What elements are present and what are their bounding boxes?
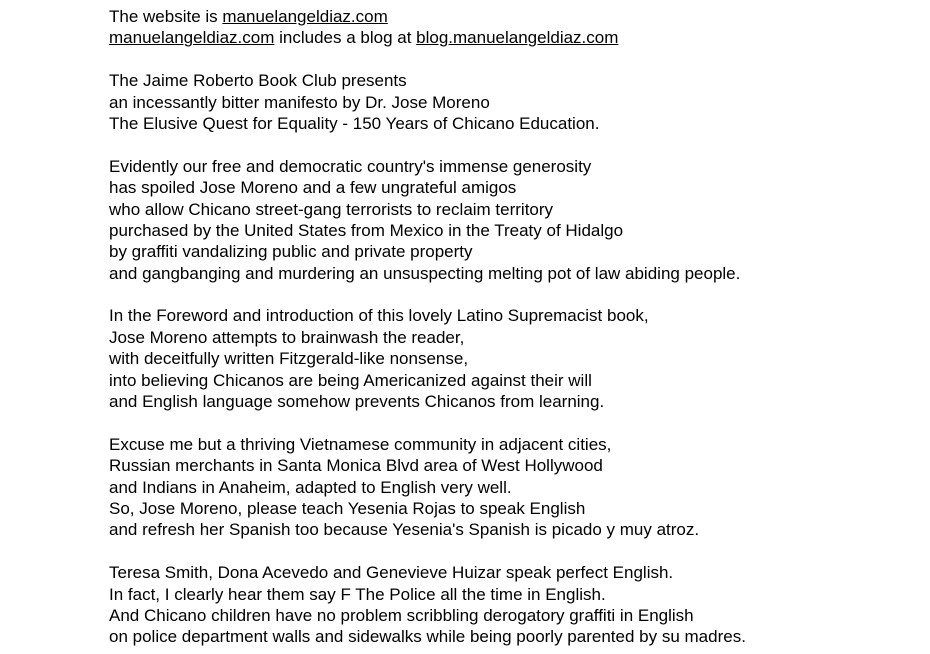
website-link[interactable]: manuelangeldiaz.com [222, 7, 388, 26]
text-line: Russian merchants in Santa Monica Blvd area of West Hollywood [109, 456, 603, 476]
paragraph-english [109, 562, 746, 648]
paragraph-foreword [109, 305, 746, 412]
text-line: and gangbanging and murdering an unsuspecting melting pot of law abiding people. [109, 263, 741, 283]
text-line: an incessantly bitter manifesto by Dr. Jose Moreno [109, 92, 490, 112]
text-line: So, Jose Moreno, please teach Yesenia Rojas to speak English [109, 498, 586, 518]
text-line: who allow Chicano street-gang terrorists to reclaim territory [109, 199, 554, 219]
text-line: by graffiti vandalizing public and private property [109, 242, 473, 262]
blog-link[interactable]: blog.manuelangeldiaz.com [416, 28, 619, 48]
text-line: Excuse me but a thriving Vietnamese community in adjacent cities, [109, 434, 612, 454]
text-line: and refresh her Spanish too because Yesenia's Spanish is picado y muy atroz. [109, 520, 700, 540]
text-line: Jose Moreno attempts to brainwash the reader, [109, 327, 465, 347]
paragraph-communities [109, 434, 746, 541]
blog-line-middle: includes a blog at [274, 28, 417, 48]
text-line: purchased by the United States from Mexico in the Treaty of Hidalgo [109, 220, 624, 240]
paragraph-gap [109, 412, 746, 433]
text-line: The Elusive Quest for Equality - 150 Years of Chicano Education. [109, 113, 600, 133]
text-line: In fact, I clearly hear them say F The Police all the time in English. [109, 584, 606, 604]
paragraph-gap [109, 49, 746, 70]
website-line [109, 6, 746, 27]
paragraph-generosity [109, 156, 746, 284]
text-line: Teresa Smith, Dona Acevedo and Genevieve Huizar speak perfect English. [109, 563, 674, 583]
text-line: In the Foreword and introduction of this lovely Latino Supremacist book, [109, 306, 649, 326]
text-line: has spoiled Jose Moreno and a few ungrateful amigos [109, 178, 517, 198]
paragraph-gap [109, 541, 746, 562]
paragraph-gap [109, 284, 746, 305]
blog-line [109, 27, 746, 48]
document-body [109, 6, 746, 648]
text-line: And Chicano children have no problem scribbling derogatory graffiti in English [109, 605, 694, 625]
text-line: with deceitfully written Fitzgerald-like nonsense, [109, 349, 469, 369]
text-line: The Jaime Roberto Book Club presents [109, 71, 407, 91]
website-link-2[interactable]: manuelangeldiaz.com [109, 28, 275, 48]
text-line: into believing Chicanos are being Americanized against their will [109, 370, 592, 390]
text-line: and English language somehow prevents Chicanos from learning. [109, 392, 605, 412]
text-line: Evidently our free and democratic country's immense generosity [109, 156, 592, 176]
text-line: and Indians in Anaheim, adapted to English very well. [109, 477, 512, 497]
paragraph-gap [109, 134, 746, 155]
text-line: on police department walls and sidewalks while being poorly parented by su madres. [109, 627, 746, 647]
paragraph-book-club [109, 70, 746, 134]
website-line-prefix: The website is [109, 7, 223, 26]
